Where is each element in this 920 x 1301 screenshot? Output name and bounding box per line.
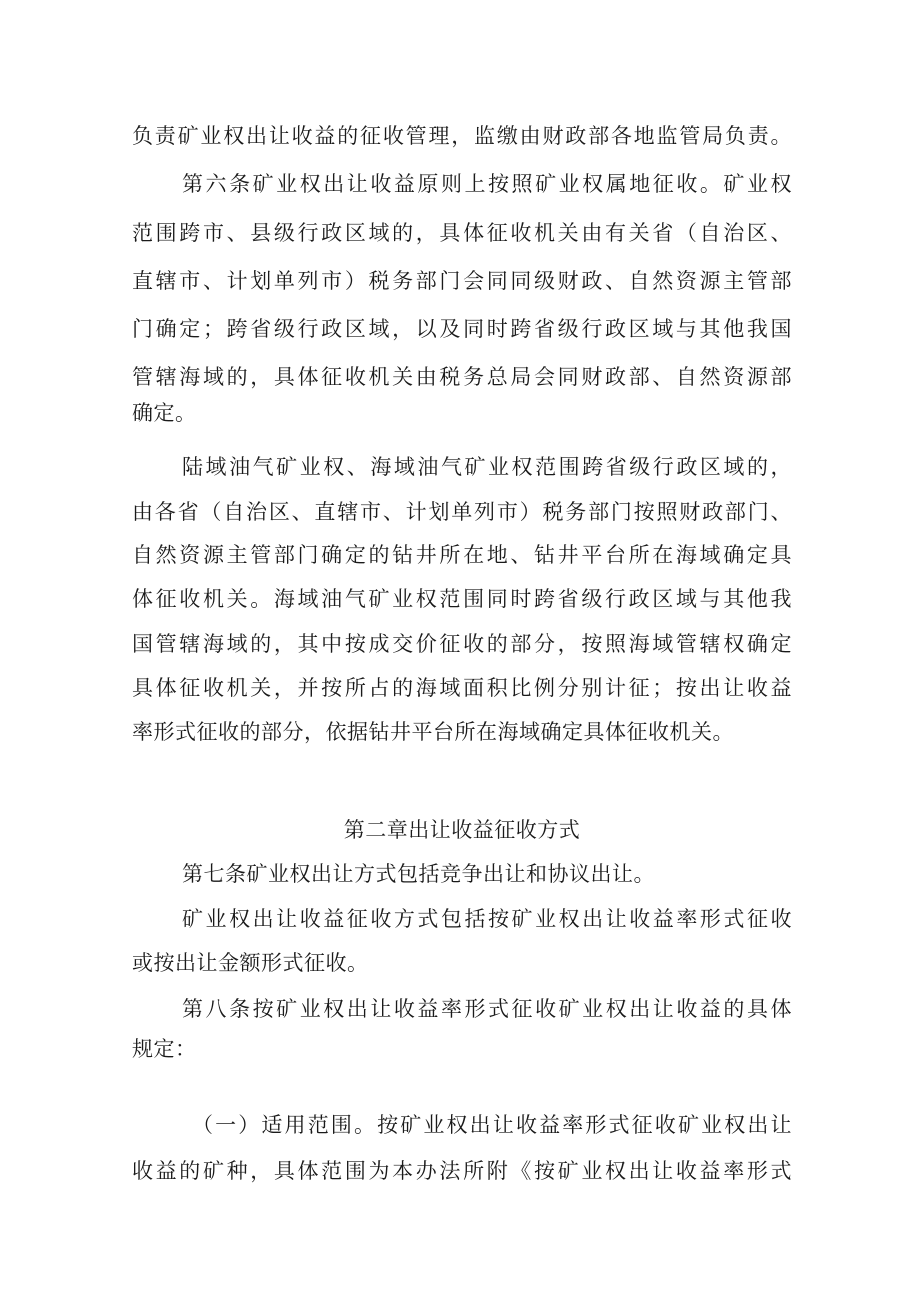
text-line-11: 体征收机关。海域油气矿业权范围同时跨省级行政区域与其他我 [132,587,792,611]
text-line-3: 范围跨市、县级行政区域的，具体征收机关由有关省（自治区、 [132,221,792,245]
text-line-4: 直辖市、计划单列市）税务部门会同同级财政、自然资源主管部 [132,269,792,293]
text-line-14: 率形式征收的部分，依据钻井平台所在海域确定具体征收机关。 [132,720,734,744]
text-line-22: 收益的矿种，具体范围为本办法所附《按矿业权出让收益率形式 [132,1159,792,1183]
text-line-6: 管辖海域的，具体征收机关由税务总局会同财政部、自然资源部 [132,365,792,389]
text-line-7: 确定。 [132,401,197,425]
text-line-9: 由各省（自治区、直辖市、计划单列市）税务部门按照财政部门、 [132,500,792,524]
article-8-paragraph: 第八条按矿业权出让收益率形式征收矿业权出让收益的具体 [182,997,792,1021]
text-line-18: 或按出让金额形式征收。 [132,951,369,975]
text-line-20: 规定： [132,1037,197,1061]
chapter-2-heading: 第二章出让收益征收方式 [343,818,581,842]
text-line-10: 自然资源主管部门确定的钻井所在地、钻井平台所在海域确定具 [132,543,792,567]
text-line-13: 具体征收机关，并按所占的海域面积比例分别计征；按出让收益 [132,676,792,700]
oil-gas-paragraph: 陆域油气矿业权、海域油气矿业权范围跨省级行政区域的， [182,455,792,479]
text-line-1: 负责矿业权出让收益的征收管理，监缴由财政部各地监管局负责。 [132,124,792,148]
article-7-paragraph: 第七条矿业权出让方式包括竞争出让和协议出让。 [182,862,655,886]
scope-item-1: （一）适用范围。按矿业权出让收益率形式征收矿业权出让 [192,1113,792,1137]
text-line-12: 国管辖海域的，其中按成交价征收的部分，按照海域管辖权确定 [132,632,792,656]
collection-method-paragraph: 矿业权出让收益征收方式包括按矿业权出让收益率形式征收 [182,907,792,931]
article-6-paragraph: 第六条矿业权出让收益原则上按照矿业权属地征收。矿业权 [182,172,792,196]
text-line-5: 门确定；跨省级行政区域，以及同时跨省级行政区域与其他我国 [132,317,792,341]
